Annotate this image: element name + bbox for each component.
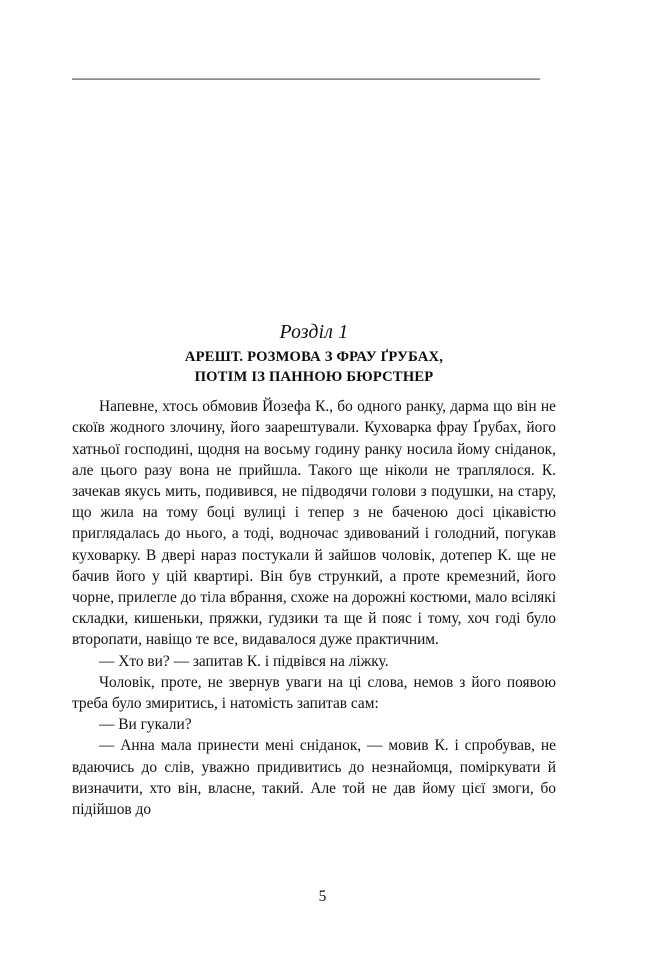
chapter-title-line-1: АРЕШТ. РОЗМОВА З ФРАУ ҐРУБАХ, [184,349,444,366]
header-rule [72,78,540,80]
chapter-title-line-2: ПОТІМ ІЗ ПАННОЮ БЮРСТНЕР [194,368,434,385]
page-number: 5 [318,888,327,905]
paragraph: Чоловік, проте, не звернув уваги на ці слова, немов з його появою треба було змиритись, і натомість запитав сам: [72,673,556,713]
paragraph: — Хто ви? — запитав К. і підвівся на ліжку. [99,652,389,670]
chapter-title [72,348,556,387]
chapter-number: Розділ 1 [279,322,349,343]
paragraph: — Анна мала принести мені сніданок, — мовив К. і спробував, не вдаючись до слів, уважно придивитись до незнайомця, поміркувати й визначити, хто він, власне, такий. Але той не дав йому цієї змоги, бо підійшов до [72,737,556,819]
paragraph: — Ви гукали? [99,716,192,734]
page-content [72,322,556,820]
body-text [72,396,556,820]
paragraph: Напевне, хтось обмовив Йозефа К., бо одного ранку, дарма що він не скоїв жодного злочину, його заарештували. Куховарка фрау Ґрубах, його хатньої господині, щодня на восьму годину ранку носила йому сніданок, але цього разу вона не прийшла. Такого ще ніколи не траплялося. К. зачекав якусь мить, подивився, не підводячи голови з подушки, на стару, що жила на тому боці вулиці і тепер з не баченою досі цікавістю приглядалась до нього, а тоді, водночас здивований і голодний, погукав куховарку. В двері нараз постукали й зайшов чоловік, дотепер К. ще не бачив його у цій квартирі. Він був стрункий, а проте кремезний, його чорне, прилегле до тіла вбрання, схоже на дорожні костюми, мало всілякі складки, кишеньки, пряжки, ґудзики та ще й пояс і тому, хоч годі було второпати, навіщо те все, видавалося дуже практичним. [72,398,556,649]
